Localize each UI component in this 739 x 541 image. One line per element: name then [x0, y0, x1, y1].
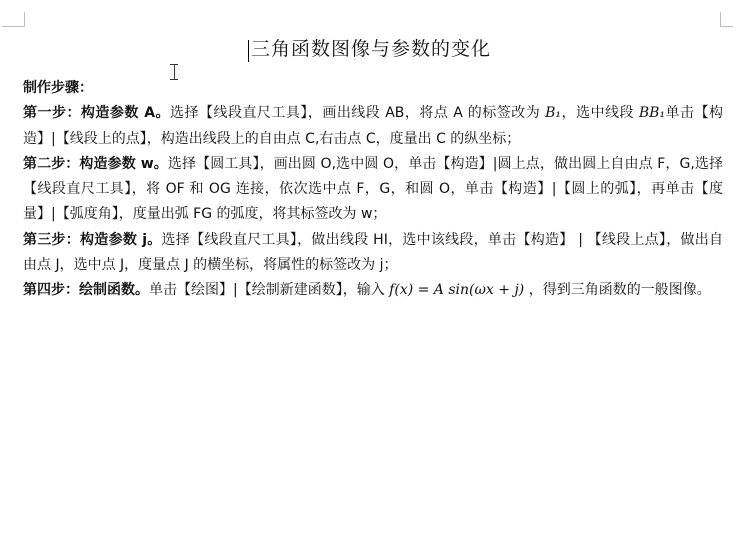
- step-4-text: 单击【绘图】|【绘制新建函数】，输入: [149, 282, 385, 299]
- step-1-math-bb1: BB₁: [638, 105, 666, 122]
- step-1-math-b1: B₁: [545, 105, 562, 122]
- page-corner-mark-left: [2, 12, 25, 27]
- step-2-text: 选择【圆工具】，画出圆 O,选中圆 O，单击【构造】|圆上点，做出圆上自由点 F，G,选择【线段直尺工具】，将 OF 和 OG 连接，依次选中点 F，G，和圆 O，单击【构造】|【圆上的弧】，再单击【度量】|【弧度角】，度量出弧 FG 的弧度，将其标签改为 w；: [23, 155, 723, 223]
- step-4-formula: f(x) = A sin(ωx + j): [389, 282, 525, 299]
- document-body[interactable]: [23, 76, 723, 304]
- step-1-text-3: 单击【构造】|【线段上的点】，构造出线段上的自由点 C,右击点 C，度量出 C 的纵坐标；: [23, 105, 724, 147]
- step-3-text: 选择【线段直尺工具】，做出线段 HI，选中该线段，单击【构造】 | 【线段上点】，做出自由点 J，选中点 J，度量点 J 的横坐标，将属性的标签改为 j；: [23, 231, 723, 274]
- step-4-text-2: ，得到三角函数的一般图像。: [528, 282, 711, 299]
- text-caret: [248, 40, 250, 62]
- step-1-paragraph: [23, 101, 723, 152]
- step-3-paragraph: [23, 228, 723, 279]
- step-2-paragraph: [23, 152, 723, 228]
- document-title[interactable]: [248, 38, 491, 60]
- step-3-label: 第三步：构造参数 j。: [23, 231, 162, 248]
- step-2-label: 第二步：构造参数 w。: [23, 155, 168, 172]
- step-1-text: 选择【线段直尺工具】，画出线段 AB，将点 A 的标签改为: [170, 105, 541, 122]
- document-title-text: 三角函数图像与参数的变化: [250, 38, 491, 60]
- step-4-label: 第四步：绘制函数。: [23, 282, 149, 299]
- step-4-paragraph: [23, 278, 723, 303]
- title-container: [0, 34, 739, 61]
- step-1-text-2: ，选中线段: [561, 105, 634, 122]
- step-1-label: 第一步：构造参数 A。: [23, 105, 171, 122]
- steps-heading: 制作步骤：: [23, 80, 93, 96]
- page-corner-mark-right: [720, 12, 733, 27]
